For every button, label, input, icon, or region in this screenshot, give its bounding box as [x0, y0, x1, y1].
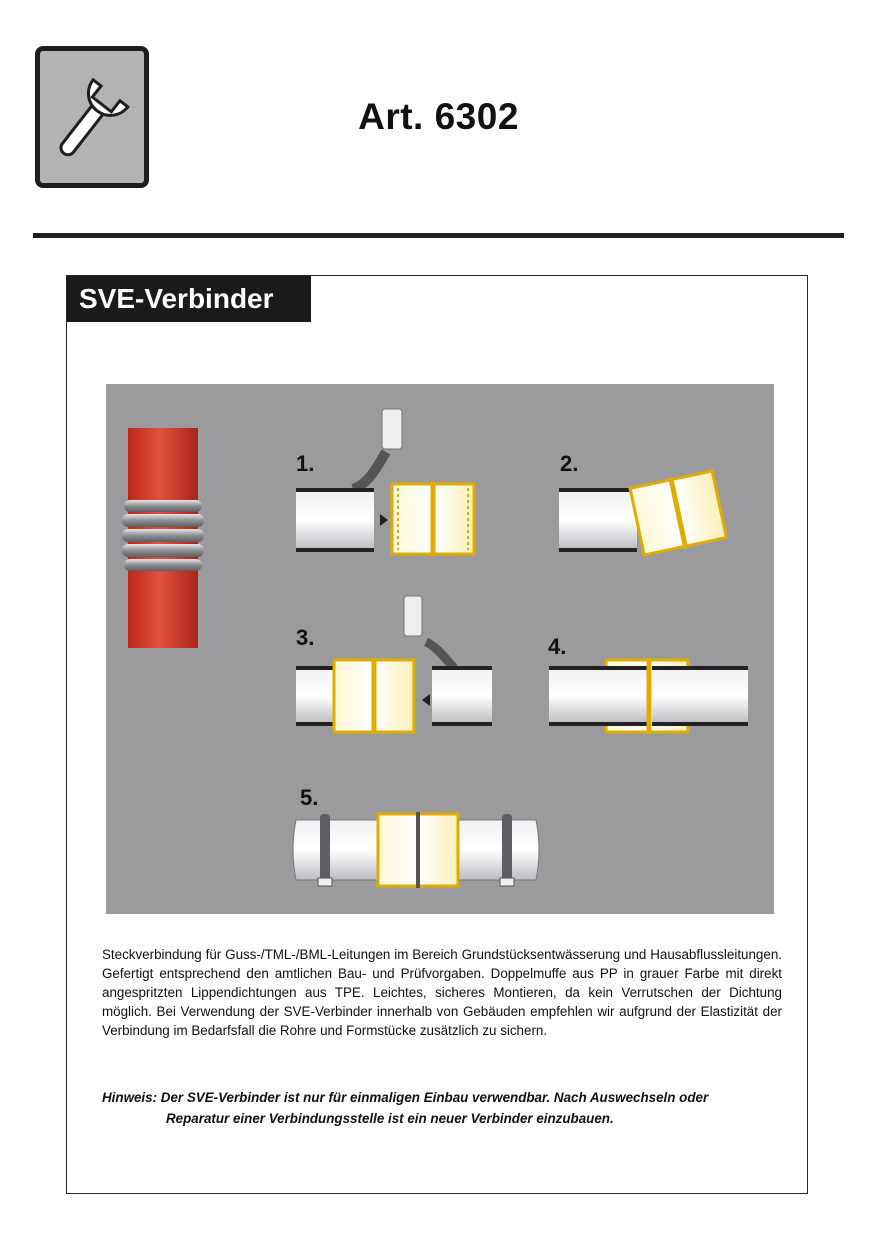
step-label-1: 1.	[296, 451, 315, 476]
section-title: SVE-Verbinder	[67, 276, 311, 322]
step-4-illustration	[549, 658, 748, 734]
step-label-3: 3.	[296, 625, 315, 650]
step-5-illustration	[293, 812, 539, 888]
hint-line-2: Reparatur einer Verbindungsstelle ist ein neuer Verbinder einzubauen.	[166, 1111, 614, 1126]
installation-hint	[102, 1087, 802, 1129]
article-number-title: Art. 6302	[358, 96, 519, 137]
step-label-4: 4.	[548, 634, 567, 659]
step-label-5: 5.	[300, 785, 319, 810]
installation-illustration	[106, 384, 774, 914]
hint-line-1: Hinweis: Der SVE-Verbinder ist nur für einmaligen Einbau verwendbar. Nach Auswechseln oder	[102, 1090, 709, 1105]
header-divider	[33, 233, 844, 238]
product-description: Steckverbindung für Guss-/TML-/BML-Leitungen im Bereich Grundstücksentwässerung und Hausabflussleitungen. Gefertigt entsprechend den amtlichen Bau- und Prüfvorgaben. Doppelmuffe aus PP in grauer Farbe mit direkt angespritzten Lippendichtungen aus TPE. Leichtes, sicheres Montieren, da kein Verrutschen der Dichtung möglich. Bei Verwendung der SVE-Verbinder innerhalb von Gebäuden empfehlen wir aufgrund der Elastizität der Verbindung im Bedarfsfall die Rohre und Formstücke zusätzlich zu sichern.	[102, 947, 782, 1038]
step-label-2: 2.	[560, 451, 579, 476]
red-pipe-photo	[122, 428, 204, 648]
